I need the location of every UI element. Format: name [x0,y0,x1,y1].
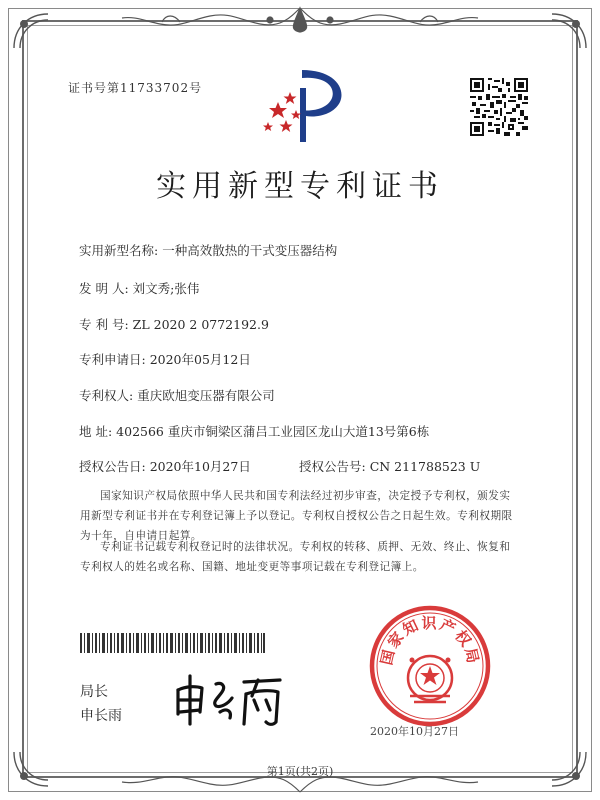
inventor-value: 刘文秀;张伟 [132,281,200,296]
seal-date: 2020年10月27日 [370,725,459,738]
utility-model-name-row [79,241,337,259]
certificate-title: 实用新型专利证书 [156,169,444,204]
utility-model-name-label: 实用新型名称: [79,243,159,258]
patentee-label: 专利权人: [79,388,134,403]
grant-number-row [299,457,480,475]
grant-date-row [79,457,251,475]
svg-text:国家知识产权局: 国家知识产权局 [377,614,483,667]
qr-code-icon [470,78,528,136]
director-title: 局长 [80,684,108,700]
address-label: 地 址: [79,424,113,439]
application-date-row [79,350,251,368]
cnipa-logo-icon [256,66,352,146]
inventor-label: 发 明 人: [79,281,129,296]
director-name: 申长雨 [80,708,122,724]
barcode-icon [80,633,265,653]
patent-number-value: ZL 2020 2 0772192.9 [132,317,269,332]
utility-model-name-value: 一种高效散热的干式变压器结构 [162,243,338,258]
grant-number-label: 授权公告号: [299,459,366,474]
page-number: 第1页(共2页) [266,765,334,778]
corner-ornament-icon [10,10,52,52]
certificate-paragraph-1: 国家知识产权局依照中华人民共和国专利法经过初步审查，决定授予专利权，颁发实用新型专利证书并在专利登记簿上予以登记。专利权自授权公告之日起生效。专利权期限为十年，自申请日起算。 [80,490,513,542]
official-seal-icon [368,604,492,728]
grant-number-value: CN 211788523 U [369,459,481,474]
inventor-row [79,279,199,297]
grant-date-value: 2020年10月27日 [149,459,251,474]
application-date-label: 专利申请日: [79,352,146,367]
certificate-paragraph-2: 专利证书记载专利权登记时的法律状况。专利权的转移、质押、无效、终止、恢复和专利权人的姓名或名称、国籍、地址变更等事项记载在专利登记簿上。 [80,541,511,573]
address-row [79,422,429,440]
corner-ornament-icon [548,10,590,52]
grant-date-label: 授权公告日: [79,459,146,474]
address-value: 402566 重庆市铜梁区蒲吕工业园区龙山大道13号第6栋 [116,424,430,439]
patent-number-row [79,315,269,333]
patentee-row [79,386,275,404]
top-ornament-icon [120,4,480,36]
handwritten-signature-icon [172,668,287,728]
patentee-value: 重庆欧旭变压器有限公司 [137,388,275,403]
certificate-number: 证书号第11733702号 [68,81,203,95]
application-date-value: 2020年05月12日 [149,352,251,367]
patent-number-label: 专 利 号: [79,317,129,332]
